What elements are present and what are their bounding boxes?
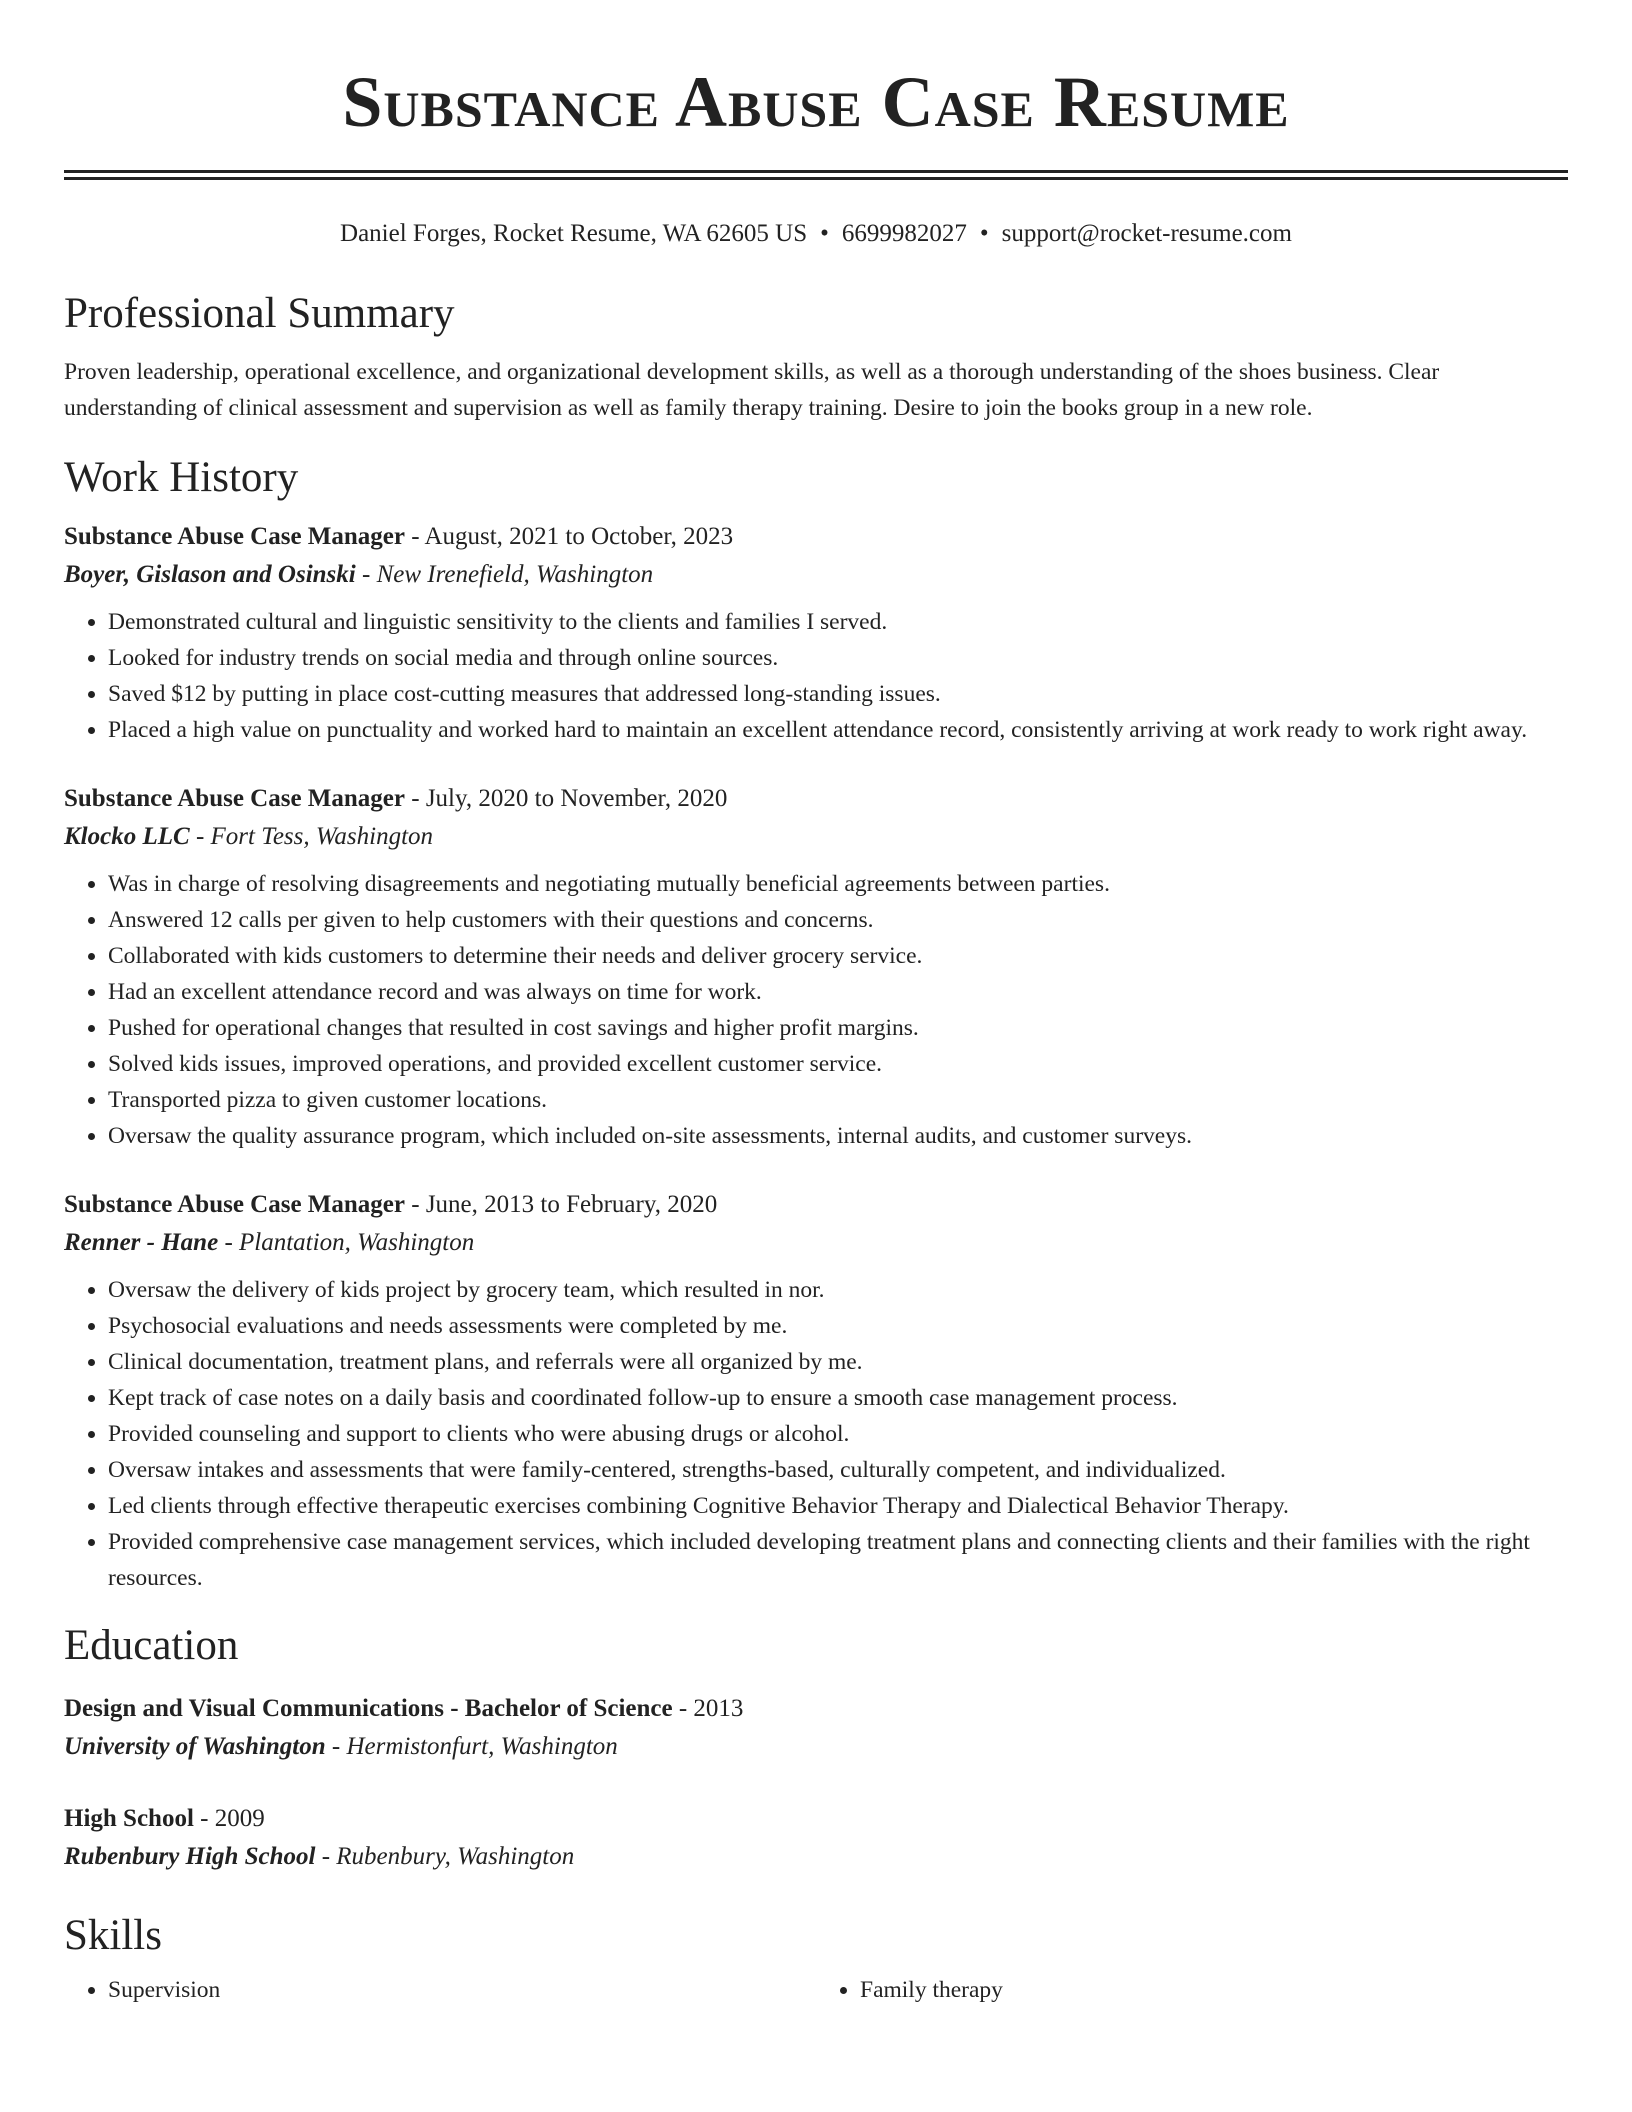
job-employer (64, 818, 1568, 856)
contact-address: Daniel Forges, Rocket Resume, WA 62605 US (340, 220, 808, 247)
job-duty: • Had an excellent attendance record and was always on time for work. (108, 974, 1568, 1010)
job-location: - New Irenefield, Washington (355, 561, 654, 588)
job-duty: • Transported pizza to given customer locations. (108, 1082, 1568, 1118)
skill-item: • Family therapy (860, 1972, 1568, 2008)
job-role: Substance Abuse Case Manager (64, 523, 405, 550)
job-dates: - June, 2013 to February, 2020 (405, 1191, 718, 1218)
contact-line (64, 218, 1568, 250)
job-dates: - August, 2021 to October, 2023 (405, 523, 734, 550)
education-school-line (64, 1838, 1568, 1876)
job-duty: • Oversaw the quality assurance program, which included on-site assessments, internal audits, and customer surveys. (108, 1118, 1568, 1154)
education-header (64, 1690, 1568, 1728)
job-entry (64, 1186, 1568, 1596)
skill-item: • Supervision (108, 1972, 816, 2008)
job-dates: - July, 2020 to November, 2020 (405, 785, 728, 812)
job-duty: • Provided comprehensive case management services, which included developing treatment plans and connecting clients and their families with the right resources. (108, 1524, 1568, 1596)
education-entry (64, 1690, 1568, 1766)
summary-heading: Professional Summary (64, 290, 455, 337)
job-company: Renner - Hane (64, 1229, 219, 1256)
job-duty: • Pushed for operational changes that resulted in cost savings and higher profit margins. (108, 1010, 1568, 1046)
contact-email: support@rocket-resume.com (1001, 220, 1292, 247)
job-location: - Fort Tess, Washington (189, 823, 434, 850)
job-duty: • Looked for industry trends on social media and through online sources. (108, 640, 1568, 676)
job-duty: • Demonstrated cultural and linguistic sensitivity to the clients and families I served. (108, 604, 1568, 640)
job-role: Substance Abuse Case Manager (64, 785, 405, 812)
job-duty: • Oversaw intakes and assessments that were family-centered, strengths-based, culturally competent, and individualized. (108, 1452, 1568, 1488)
job-duties-list (64, 1272, 1568, 1596)
education-heading: Education (64, 1622, 239, 1669)
education-degree: High School (64, 1805, 194, 1832)
job-duty: • Solved kids issues, improved operations, and provided excellent customer service. (108, 1046, 1568, 1082)
skills-heading: Skills (64, 1912, 162, 1959)
summary-text: Proven leadership, operational excellence, and organizational development skills, as well as a thorough understanding of the shoes business. Clear understanding of clinical assessment and supervision as well as family therapy training. Desire to join the books group in a new role. (64, 359, 1440, 421)
job-duty: • Psychosocial evaluations and needs assessments were completed by me. (108, 1308, 1568, 1344)
job-duty: • Was in charge of resolving disagreements and negotiating mutually beneficial agreements between parties. (108, 866, 1568, 902)
education-location: - Hermistonfurt, Washington (325, 1733, 618, 1760)
education-school: Rubenbury High School (64, 1843, 316, 1870)
job-duty: • Led clients through effective therapeutic exercises combining Cognitive Behavior Therapy and Dialectical Behavior Therapy. (108, 1488, 1568, 1524)
contact-separator: • (979, 220, 989, 247)
job-company: Boyer, Gislason and Osinski (64, 561, 356, 588)
education-school: University of Washington (64, 1733, 326, 1760)
job-header (64, 1186, 1568, 1224)
job-role: Substance Abuse Case Manager (64, 1191, 405, 1218)
education-degree: Design and Visual Communications - Bachelor of Science (64, 1695, 673, 1722)
job-duty: • Oversaw the delivery of kids project by grocery team, which resulted in nor. (108, 1272, 1568, 1308)
job-header (64, 518, 1568, 556)
job-company: Klocko LLC (64, 823, 190, 850)
job-duty: • Answered 12 calls per given to help customers with their questions and concerns. (108, 902, 1568, 938)
job-duty: • Provided counseling and support to clients who were abusing drugs or alcohol. (108, 1416, 1568, 1452)
resume-title: Substance Abuse Case Resume (342, 62, 1290, 142)
contact-phone: 6699982027 (841, 220, 967, 247)
skills-list-left (64, 1972, 816, 2008)
education-school-line (64, 1728, 1568, 1766)
education-location: - Rubenbury, Washington (315, 1843, 575, 1870)
job-duty: • Placed a high value on punctuality and worked hard to maintain an excellent attendance record, consistently arriving at work ready to work right away. (108, 712, 1568, 748)
job-employer (64, 556, 1568, 594)
job-duty: • Collaborated with kids customers to determine their needs and deliver grocery service. (108, 938, 1568, 974)
job-entry (64, 780, 1568, 1154)
job-employer (64, 1224, 1568, 1262)
job-location: - Plantation, Washington (218, 1229, 475, 1256)
job-entry (64, 518, 1568, 748)
contact-separator: • (820, 220, 829, 247)
job-duty: • Clinical documentation, treatment plans, and referrals were all organized by me. (108, 1344, 1568, 1380)
job-duty: • Kept track of case notes on a daily basis and coordinated follow-up to ensure a smooth case management process. (108, 1380, 1568, 1416)
job-duty: • Saved $12 by putting in place cost-cutting measures that addressed long-standing issues. (108, 676, 1568, 712)
job-duties-list (64, 604, 1568, 748)
job-duties-list (64, 866, 1568, 1154)
education-year: - 2009 (193, 1805, 265, 1832)
education-header (64, 1800, 1568, 1838)
education-entry (64, 1800, 1568, 1876)
skills-list-right (816, 1972, 1568, 2008)
job-header (64, 780, 1568, 818)
title-double-rule (64, 170, 1568, 180)
education-year: - 2013 (672, 1695, 744, 1722)
work-history-heading: Work History (64, 454, 299, 501)
skills-grid (64, 1972, 1568, 2008)
